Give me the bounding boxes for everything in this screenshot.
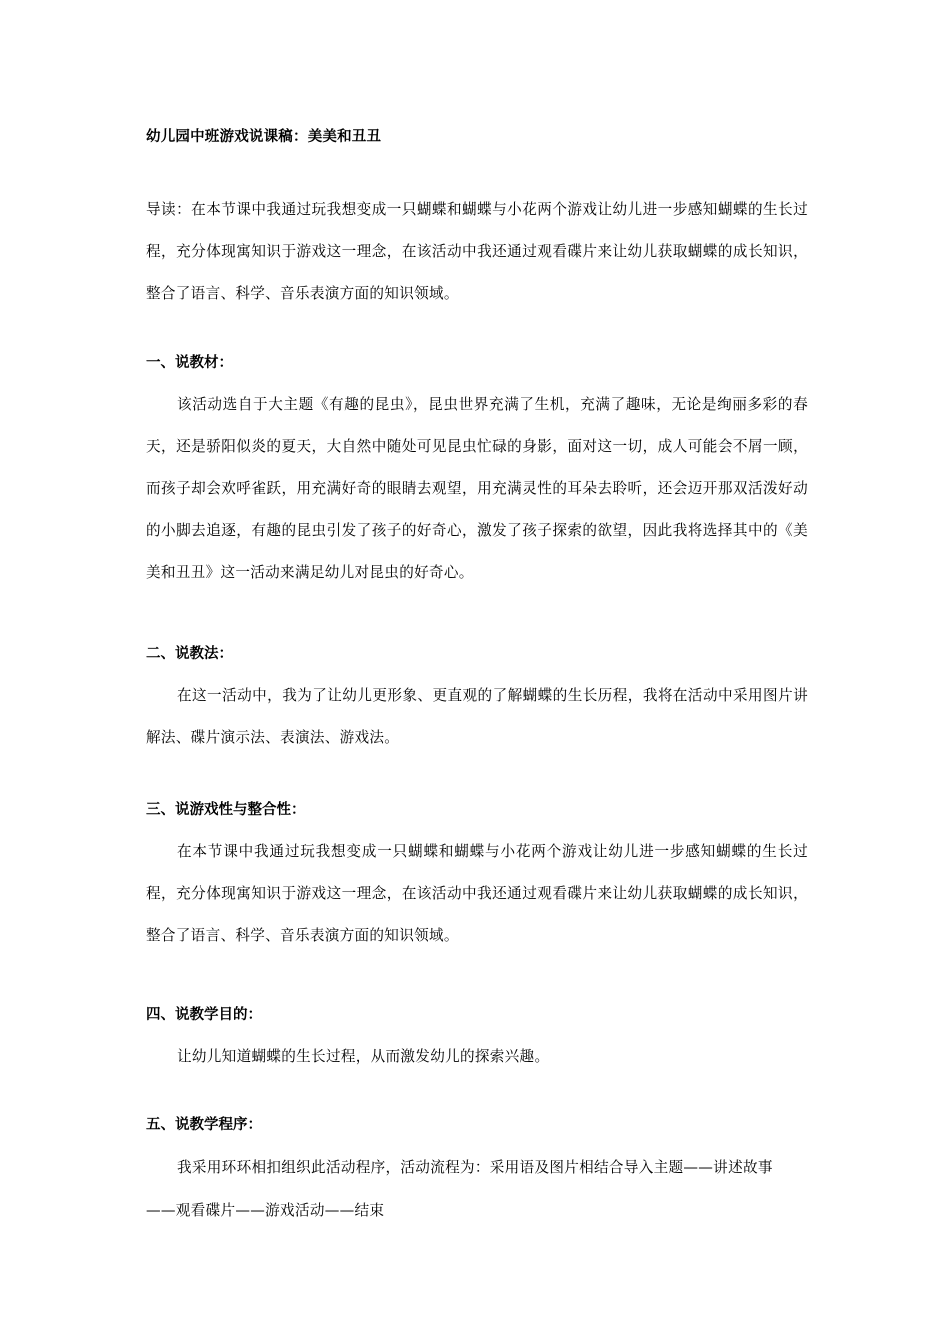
section-body-method: 在这一活动中，我为了让幼儿更形象、更直观的了解蝴蝶的生长历程，我将在活动中采用图片讲解法、碟片演示法、表演法、游戏法。	[146, 687, 808, 746]
section-body-goal: 让幼儿知道蝴蝶的生长过程，从而激发幼儿的探索兴趣。	[177, 1048, 550, 1065]
section-heading-method: 二、说教法：	[146, 646, 233, 662]
section-heading-game-integration: 三、说游戏性与整合性：	[146, 802, 306, 818]
intro-paragraph: 导读：在本节课中我通过玩我想变成一只蝴蝶和蝴蝶与小花两个游戏让幼儿进一步感知蝴蝶的生长过程，充分体现寓知识于游戏这一理念，在该活动中我还通过观看碟片来让幼儿获取蝴蝶的成长知识，整合了语言、科学、音乐表演方面的知识领域。	[146, 201, 808, 302]
section-body-textbook: 该活动选自于大主题《有趣的昆虫》，昆虫世界充满了生机，充满了趣味，无论是绚丽多彩的春天，还是骄阳似炎的夏天，大自然中随处可见昆虫忙碌的身影，面对这一切，成人可能会不屑一顾，而孩子却会欢呼雀跃，用充满好奇的眼睛去观望，用充满灵性的耳朵去聆听，还会迈开那双活泼好动的小脚去追逐，有趣的昆虫引发了孩子的好奇心，激发了孩子探索的欲望，因此我将选择其中的《美美和丑丑》这一活动来满足幼儿对昆虫的好奇心。	[146, 396, 808, 581]
section-body-procedure-line1: 我采用环环相扣组织此活动程序，活动流程为：采用语及图片相结合导入主题——讲述故事	[177, 1159, 773, 1176]
document-title: 幼儿园中班游戏说课稿：美美和丑丑	[146, 129, 382, 145]
section-heading-goal: 四、说教学目的：	[146, 1007, 262, 1023]
section-heading-procedure: 五、说教学程序：	[146, 1117, 262, 1133]
section-body-procedure-line2: ——观看碟片——游戏活动——结束	[146, 1202, 385, 1219]
section-body-game-integration: 在本节课中我通过玩我想变成一只蝴蝶和蝴蝶与小花两个游戏让幼儿进一步感知蝴蝶的生长过程，充分体现寓知识于游戏这一理念，在该活动中我还通过观看碟片来让幼儿获取蝴蝶的成长知识，整合了语言、科学、音乐表演方面的知识领域。	[146, 843, 808, 944]
section-heading-textbook: 一、说教材：	[146, 355, 233, 371]
